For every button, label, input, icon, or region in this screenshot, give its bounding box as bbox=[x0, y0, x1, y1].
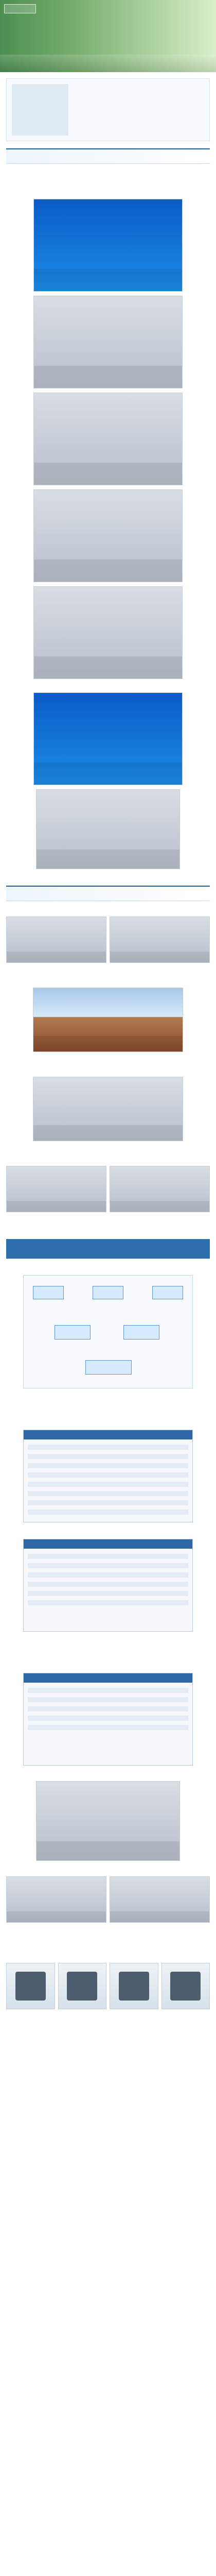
events-subhead-1 bbox=[6, 906, 210, 912]
events-subhead-2 bbox=[6, 977, 210, 984]
audience-photo-1 bbox=[33, 296, 183, 388]
feature-item-5 bbox=[6, 1644, 210, 1649]
feature-item-12 bbox=[6, 2029, 210, 2034]
control-room-photo bbox=[36, 1781, 180, 1861]
device-3 bbox=[110, 1963, 158, 2009]
screen-row bbox=[28, 1591, 188, 1596]
audience-photo-2 bbox=[33, 489, 183, 582]
product-subhead-5 bbox=[6, 1771, 210, 1777]
product-feature-list-4 bbox=[6, 2014, 210, 2034]
events-photo-grid-1 bbox=[6, 917, 210, 963]
device-photo-grid bbox=[6, 1876, 210, 1923]
product-subhead-6 bbox=[6, 1866, 210, 1872]
event-photo-5 bbox=[6, 1166, 106, 1212]
toc-item-6[interactable] bbox=[74, 125, 204, 130]
screen-row bbox=[28, 1472, 188, 1478]
device-row bbox=[6, 1963, 210, 2009]
diagram-node-5 bbox=[123, 1325, 159, 1340]
device-1 bbox=[6, 1963, 55, 2009]
feature-item-1 bbox=[6, 1394, 210, 1399]
speaker-photo-2 bbox=[33, 586, 183, 679]
news-paragraph-4 bbox=[6, 873, 210, 878]
events-paragraph-5 bbox=[6, 1226, 210, 1231]
news-article-title bbox=[11, 169, 205, 176]
events-paragraph-4 bbox=[6, 1216, 210, 1222]
logo bbox=[4, 4, 36, 13]
presentation-slide-photo bbox=[33, 692, 183, 785]
product-subhead-1 bbox=[6, 1264, 210, 1270]
header-strip bbox=[0, 55, 216, 72]
diagram-node-4 bbox=[55, 1325, 91, 1340]
news-paragraph-1 bbox=[6, 180, 210, 185]
screen-row bbox=[28, 1463, 188, 1468]
product-feature-list-3 bbox=[6, 1927, 210, 1946]
screen-row bbox=[28, 1482, 188, 1487]
content bbox=[0, 72, 216, 2034]
screen-row bbox=[28, 1500, 188, 1505]
screen-header-bar bbox=[24, 1430, 192, 1439]
building-photo-1 bbox=[33, 988, 183, 1052]
news-paragraph-3 bbox=[6, 683, 210, 688]
feature-item-7 bbox=[6, 1927, 210, 1932]
news-paragraph-2 bbox=[6, 190, 210, 195]
diagram-node-3 bbox=[152, 1286, 183, 1299]
feature-item-2 bbox=[6, 1401, 210, 1406]
product-subhead-3 bbox=[6, 1528, 210, 1534]
diagram-node-2 bbox=[93, 1286, 123, 1299]
screen-row bbox=[28, 1454, 188, 1459]
feature-item-3 bbox=[6, 1408, 210, 1413]
news-section-title-bar bbox=[6, 148, 210, 164]
event-photo-4 bbox=[33, 1077, 183, 1141]
conference-stage-photo bbox=[33, 199, 183, 292]
feature-item-4 bbox=[6, 1637, 210, 1642]
events-photo-grid-2 bbox=[6, 1166, 210, 1212]
speaker-photo-1 bbox=[33, 393, 183, 485]
screen-row bbox=[28, 1600, 188, 1605]
events-paragraph-3 bbox=[6, 1145, 210, 1150]
toc-item-5[interactable] bbox=[74, 117, 204, 122]
screen-row bbox=[28, 1716, 188, 1721]
events-paragraph-2 bbox=[6, 1056, 210, 1061]
screen-row bbox=[28, 1563, 188, 1568]
screen-header-bar bbox=[24, 1673, 192, 1683]
screen-header-bar bbox=[24, 1539, 192, 1549]
device-2 bbox=[58, 1963, 107, 2009]
events-paragraph-1 bbox=[6, 967, 210, 972]
screen-row bbox=[28, 1554, 188, 1559]
product-header bbox=[6, 1239, 210, 1259]
toc-list bbox=[74, 84, 204, 135]
feature-item-9 bbox=[6, 1941, 210, 1946]
screen-row bbox=[28, 1510, 188, 1515]
diagram-node-1 bbox=[33, 1286, 64, 1299]
product-feature-list-1 bbox=[6, 1394, 210, 1413]
event-photo-3 bbox=[110, 917, 210, 963]
screen-row bbox=[28, 1491, 188, 1496]
system-diagram bbox=[23, 1275, 193, 1388]
screen-row bbox=[28, 1582, 188, 1587]
header bbox=[0, 0, 216, 72]
product-subhead-2 bbox=[6, 1418, 210, 1425]
toc-item-3[interactable] bbox=[74, 100, 204, 106]
toc-item-2[interactable] bbox=[74, 92, 204, 97]
screen-row bbox=[28, 1445, 188, 1450]
software-screen-3 bbox=[23, 1673, 193, 1766]
table-of-contents bbox=[6, 78, 210, 141]
screen-row bbox=[28, 1697, 188, 1702]
product-subhead-4 bbox=[6, 1662, 210, 1668]
toc-item-4[interactable] bbox=[74, 109, 204, 114]
screen-row bbox=[28, 1706, 188, 1711]
software-screen-1 bbox=[23, 1430, 193, 1522]
feature-item-10 bbox=[6, 2014, 210, 2020]
product-subhead-7 bbox=[6, 1952, 210, 1958]
events-section-title-bar bbox=[6, 886, 210, 901]
software-screen-2 bbox=[23, 1539, 193, 1632]
device-photo-2 bbox=[110, 1876, 210, 1923]
toc-item-1[interactable] bbox=[74, 84, 204, 89]
feature-item-11 bbox=[6, 2022, 210, 2027]
toc-side bbox=[12, 84, 68, 135]
screen-row bbox=[28, 1688, 188, 1693]
events-subhead-4 bbox=[6, 1156, 210, 1162]
event-photo-2 bbox=[6, 917, 106, 963]
product-heading bbox=[11, 1244, 205, 1253]
device-4 bbox=[161, 1963, 210, 2009]
screen-row bbox=[28, 1572, 188, 1578]
product-feature-list-2 bbox=[6, 1637, 210, 1656]
feature-item-6 bbox=[6, 1651, 210, 1656]
events-subhead-3 bbox=[6, 1066, 210, 1073]
event-photo-1 bbox=[36, 789, 180, 869]
device-photo-1 bbox=[6, 1876, 106, 1923]
feature-item-8 bbox=[6, 1934, 210, 1939]
event-photo-6 bbox=[110, 1166, 210, 1212]
diagram-node-6 bbox=[85, 1360, 132, 1375]
screen-row bbox=[28, 1725, 188, 1730]
